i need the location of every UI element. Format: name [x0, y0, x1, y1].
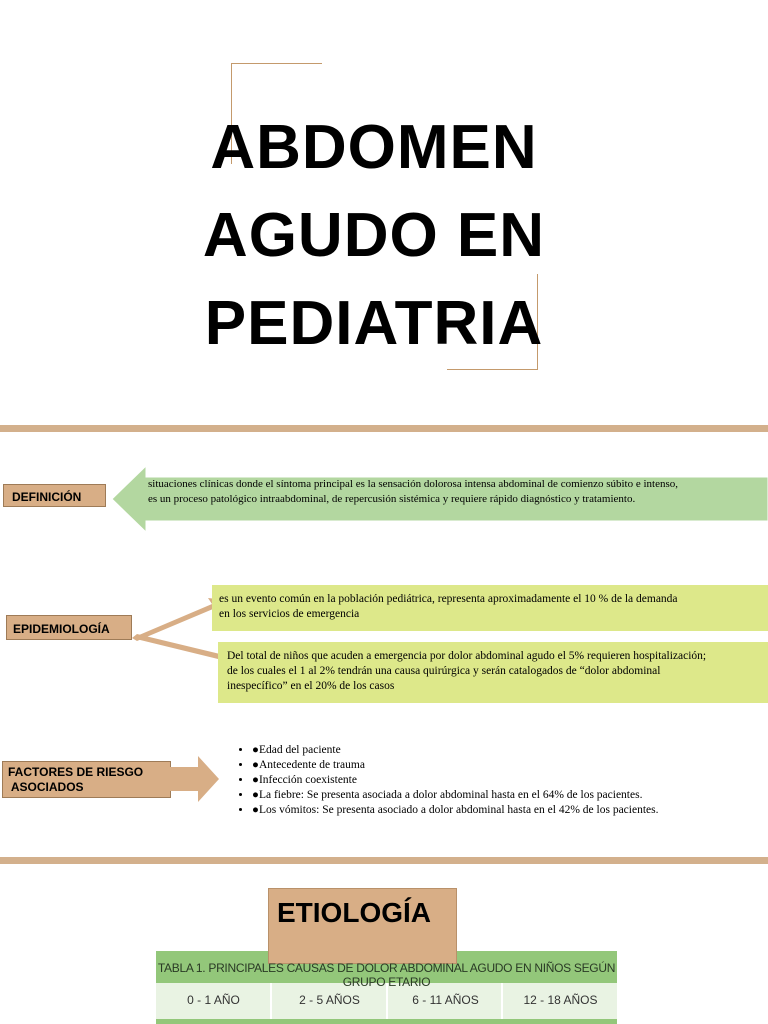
definicion-line-1: situaciones clínicas donde el síntoma principal es la sensación dolorosa intensa abdominal de comienzo súbito e intenso, — [148, 478, 679, 490]
factores-item — [252, 773, 768, 788]
factores-item — [252, 743, 768, 758]
bullet-icon: ● — [252, 803, 259, 816]
table-bottom-band — [156, 1019, 617, 1024]
epidemiologia-box-2-line-2: de los cuales el 1 al 2% tendrán una causa quirúrgica y serán catalogados de “dolor abdominal — [227, 665, 661, 677]
table-column-header: 0 - 1 AÑO — [187, 993, 240, 1007]
factores-tag — [2, 761, 171, 798]
definicion-text — [148, 477, 768, 507]
factores-item-text: Infección coexistente — [258, 773, 357, 786]
definicion-line-2: es un proceso patológico intraabdominal, de repercusión sistémica y requiere rápido diagnóstico y tratamiento. — [148, 493, 636, 505]
bullet-icon: ● — [252, 743, 259, 756]
page-title — [184, 104, 564, 368]
factores-item-text: Antecedente de trauma — [258, 758, 365, 771]
section-divider-top — [0, 425, 768, 432]
title-line-1: ABDOMEN — [210, 113, 538, 182]
epidemiologia-box-1 — [212, 585, 768, 631]
factores-item — [252, 758, 768, 773]
table-column-header: 6 - 11 AÑOS — [412, 993, 479, 1007]
epidemiologia-box-1-line-2: en los servicios de emergencia — [219, 608, 360, 620]
title-line-2: AGUDO EN — [202, 201, 546, 270]
factores-item-text: Edad del paciente — [258, 743, 341, 756]
factores-item-text: La fiebre: Se presenta asociada a dolor abdominal hasta en el 64% de los pacientes. — [258, 788, 643, 801]
factores-item — [252, 788, 768, 803]
factores-tag-line-1: FACTORES DE RIESGO — [8, 765, 144, 779]
epidemiologia-box-1-line-1: es un evento común en la población pediátrica, representa aproximadamente el 10 % de la demanda — [219, 593, 678, 605]
title-line-3: PEDIATRIA — [204, 289, 544, 358]
epidemiologia-tag: EPIDEMIOLOGÍA — [6, 615, 132, 640]
table-column-header: 12 - 18 AÑOS — [523, 993, 598, 1007]
factores-item — [252, 803, 768, 818]
epidemiologia-box-2-line-1: Del total de niños que acuden a emergencia por dolor abdominal agudo el 5% requieren hospitalización; — [227, 650, 707, 662]
definicion-tag: DEFINICIÓN — [3, 484, 106, 507]
table-title: TABLA 1. PRINCIPALES CAUSAS DE DOLOR ABDOMINAL AGUDO EN NIÑOS SEGÚN GRUPO ETARIO — [157, 961, 616, 989]
factores-list — [212, 743, 768, 818]
factores-box — [212, 725, 768, 824]
bullet-icon: ● — [252, 788, 259, 801]
section-divider-bottom — [0, 857, 768, 864]
epidemiologia-box-2-line-3: inespecífico” en el 20% de los casos — [227, 680, 395, 692]
epidemiologia-box-2 — [218, 642, 768, 703]
etiologia-tag: ETIOLOGÍA — [268, 888, 457, 964]
factores-tag-line-2: ASOCIADOS — [8, 780, 84, 794]
bullet-icon: ● — [252, 758, 259, 771]
bullet-icon: ● — [252, 773, 259, 786]
factores-item-text: Los vómitos: Se presenta asociado a dolor abdominal hasta en el 42% de los pacientes. — [258, 803, 659, 816]
table-column-header: 2 - 5 AÑOS — [299, 993, 360, 1007]
